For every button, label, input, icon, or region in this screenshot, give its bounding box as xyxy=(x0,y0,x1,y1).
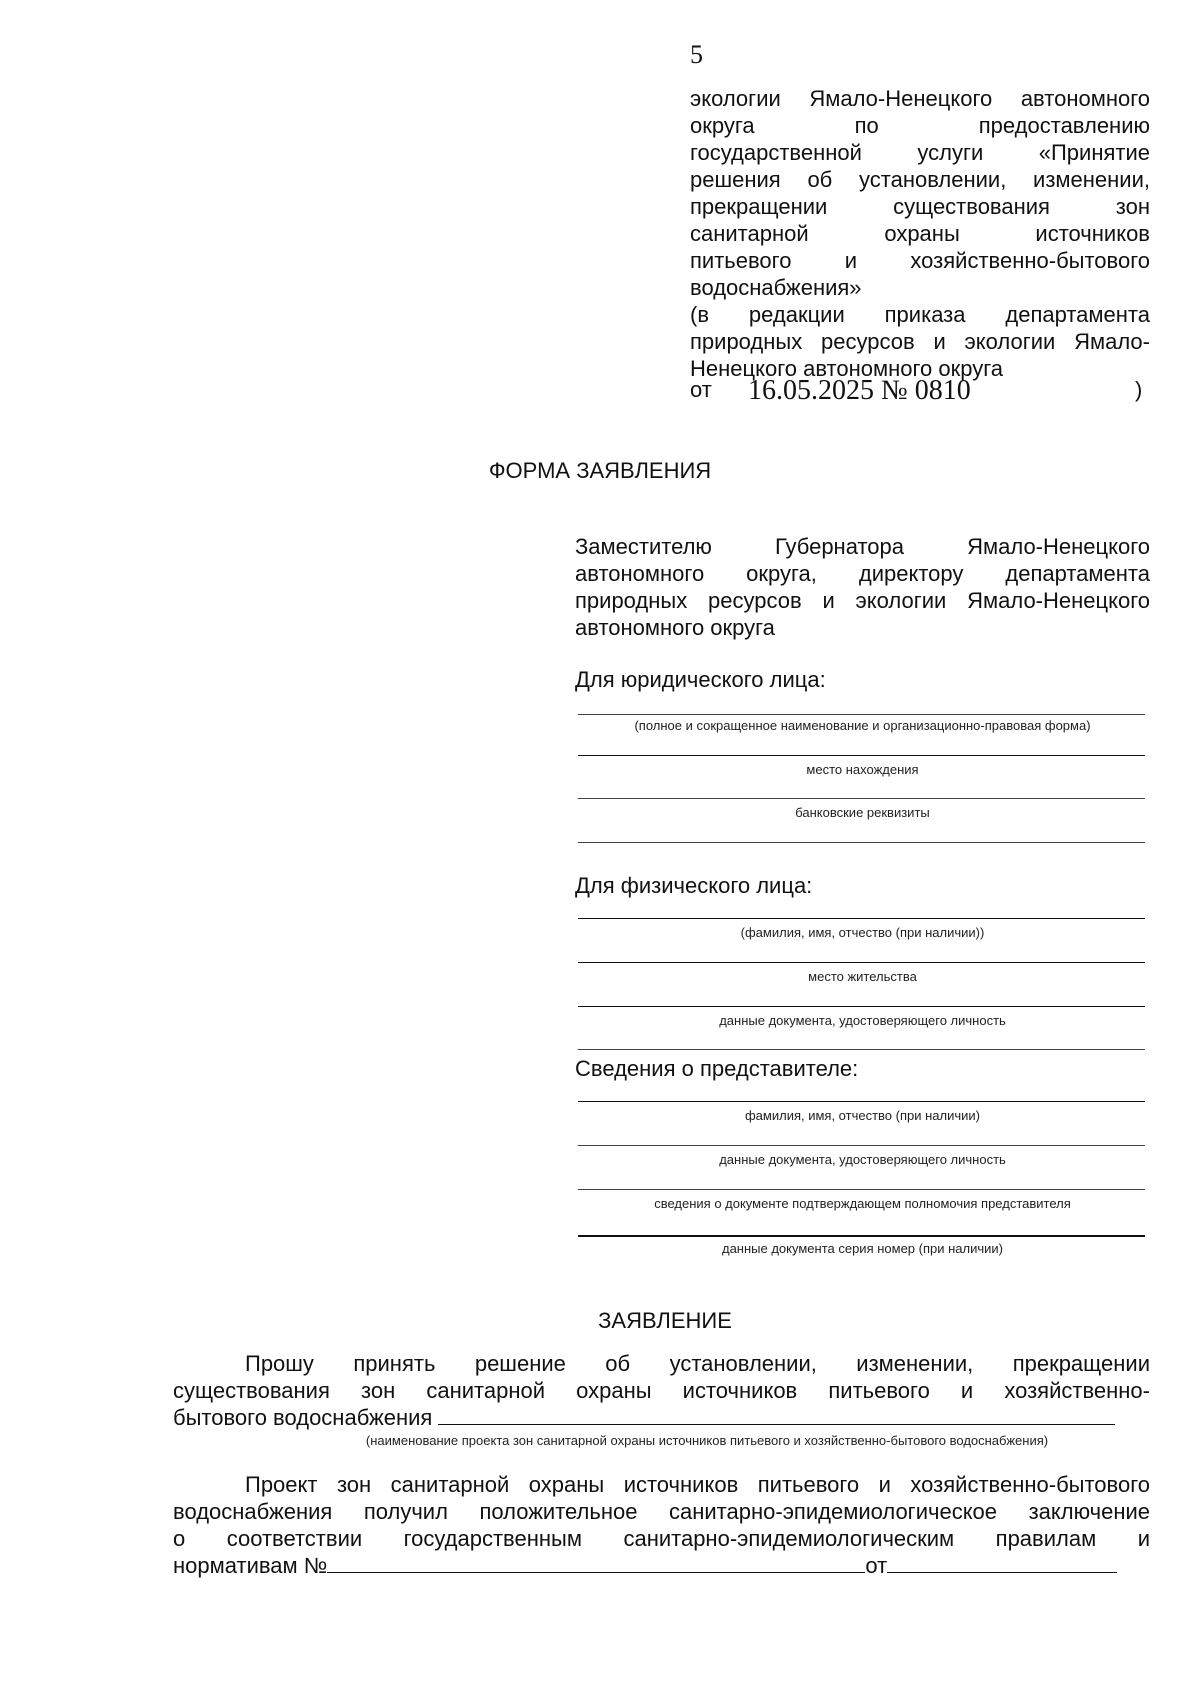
project-name-caption: (наименование проекта зон санитарной охраны источников питьевого и хозяйственно-бытового водоснабжения) xyxy=(365,1433,1049,1448)
header-line: водоснабжения» xyxy=(690,275,862,300)
date-prefix: от xyxy=(690,377,712,402)
header-line: (в редакции приказа департамента xyxy=(690,302,1150,327)
id-document-field[interactable] xyxy=(578,1006,1145,1007)
rep-doc-series-caption: данные документа серия номер (при наличии) xyxy=(721,1241,1003,1256)
id-document-caption: данные документа, удостоверяющего личность xyxy=(719,1013,1006,1028)
header-line: прекращении существования зон xyxy=(690,194,1150,219)
paragraph-line: существования зон санитарной охраны источников питьевого и хозяйственно- xyxy=(173,1378,1150,1403)
legal-address-caption: место нахождения xyxy=(806,762,919,777)
full-name-caption: (фамилия, имя, отчество (при наличии)) xyxy=(740,925,985,940)
header-line: округа по предоставлению xyxy=(690,113,1150,138)
paragraph-line-with-field xyxy=(173,1404,1150,1431)
header-line: Ненецкого автономного округа xyxy=(690,356,1004,381)
bank-details-extra-field[interactable] xyxy=(578,842,1145,843)
addressee-line: Заместителю Губернатора Ямало-Ненецкого xyxy=(575,534,1150,559)
form-title: ФОРМА ЗАЯВЛЕНИЯ xyxy=(488,458,712,483)
legal-entity-label: Для юридического лица: xyxy=(575,667,826,692)
header-line: природных ресурсов и экологии Ямало- xyxy=(690,329,1150,354)
rep-authority-caption: сведения о документе подтверждающем полномочия представителя xyxy=(654,1196,1071,1211)
header-line: экологии Ямало-Ненецкого автономного xyxy=(690,86,1150,111)
residence-field[interactable] xyxy=(578,962,1145,963)
legal-name-field[interactable] xyxy=(578,714,1145,715)
addressee-line: автономного округа, директору департамента xyxy=(575,561,1150,586)
paragraph-line: о соответствии государственным санитарно-эпидемиологическим правилам и xyxy=(173,1526,1150,1551)
order-date-row xyxy=(690,377,1150,411)
norms-prefix: нормативам № xyxy=(173,1553,328,1578)
rep-id-document-field[interactable] xyxy=(578,1145,1145,1146)
paragraph-line: водоснабжения получил положительное санитарно-эпидемиологическое заключение xyxy=(173,1499,1150,1524)
statement-title: ЗАЯВЛЕНИЕ xyxy=(598,1308,732,1333)
rep-full-name-caption: фамилия, имя, отчество (при наличии) xyxy=(744,1108,980,1123)
date-prefix: от xyxy=(865,1553,888,1578)
legal-address-field[interactable] xyxy=(578,755,1145,756)
addressee-line: автономного округа xyxy=(575,615,775,640)
header-line: государственной услуги «Принятие xyxy=(690,140,1150,165)
paragraph-line: Прошу принять решение об установлении, изменении, прекращении xyxy=(245,1351,1150,1376)
paragraph-line: Проект зон санитарной охраны источников питьевого и хозяйственно-бытового xyxy=(245,1472,1150,1497)
appendix-header xyxy=(690,85,1150,382)
conclusion-paragraph xyxy=(173,1471,1150,1579)
order-date-number: 16.05.2025 № 0810 xyxy=(748,375,971,406)
rep-full-name-field[interactable] xyxy=(578,1101,1145,1102)
addressee-line: природных ресурсов и экологии Ямало-Ненецкого xyxy=(575,588,1150,613)
header-line: решения об установлении, изменении, xyxy=(690,167,1150,192)
page-number: 5 xyxy=(690,40,703,69)
header-line: санитарной охраны источников xyxy=(690,221,1150,246)
rep-id-document-caption: данные документа, удостоверяющего личность xyxy=(719,1152,1006,1167)
addressee-block xyxy=(575,533,1150,641)
residence-caption: место жительства xyxy=(808,969,917,984)
project-name-field[interactable] xyxy=(438,1404,1115,1425)
full-name-field[interactable] xyxy=(578,918,1145,919)
request-paragraph xyxy=(173,1350,1150,1431)
rep-authority-field[interactable] xyxy=(578,1189,1145,1190)
legal-name-caption: (полное и сокращенное наименование и организационно-правовая форма) xyxy=(634,718,1091,733)
individual-label: Для физического лица: xyxy=(575,873,813,898)
conclusion-date-field[interactable] xyxy=(887,1552,1117,1573)
bank-details-field[interactable] xyxy=(578,798,1145,799)
conclusion-number-field[interactable] xyxy=(327,1552,865,1573)
paragraph-line: бытового водоснабжения xyxy=(173,1405,433,1430)
closing-paren: ) xyxy=(1135,377,1143,402)
paragraph-line-with-fields xyxy=(173,1552,1150,1579)
bank-details-caption: банковские реквизиты xyxy=(795,805,930,820)
rep-doc-series-field[interactable] xyxy=(578,1235,1145,1237)
header-line: питьевого и хозяйственно-бытового xyxy=(690,248,1150,273)
representative-label: Сведения о представителе: xyxy=(575,1056,859,1081)
id-document-extra-field[interactable] xyxy=(578,1049,1145,1050)
